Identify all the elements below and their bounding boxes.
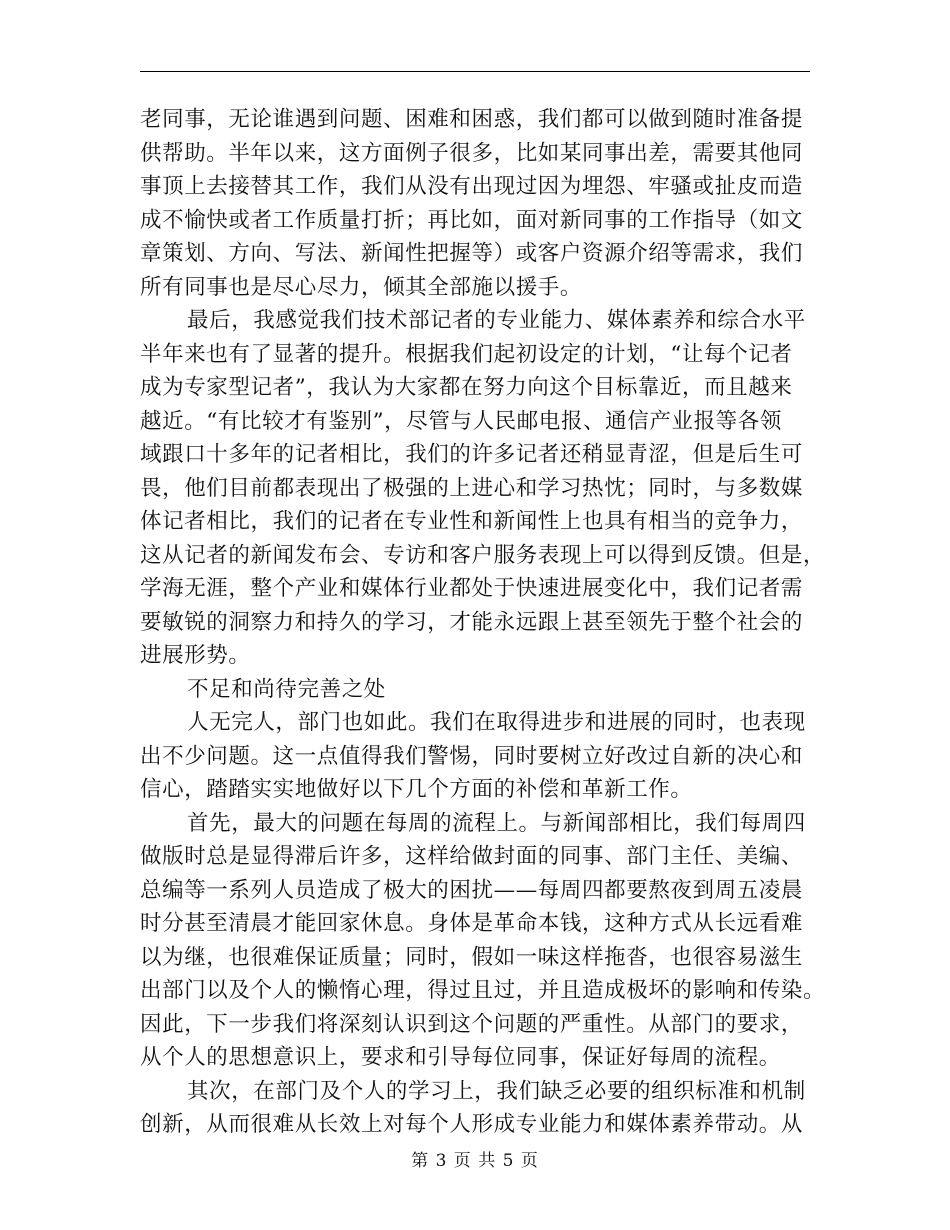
text-line: 出不少问题。这一点值得我们警惕，同时要树立好改过自新的决心和 — [140, 743, 804, 769]
text-line: 体记者相比，我们的记者在专业性和新闻性上也具有相当的竞争力， — [140, 509, 804, 534]
text-line: 以为继，也很难保证质量；同时，假如一味这样拖沓，也很容易滋生 — [140, 944, 804, 970]
text-line: 从个人的思想意识上，要求和引导每位同事，保证好每周的流程。 — [140, 1045, 781, 1070]
page-footer: 第 3 页 共 5 页 — [411, 1151, 539, 1171]
text-line: 首先，最大的问题在每周的流程上。与新闻部相比，我们每周四 — [187, 810, 806, 836]
text-line: 章策划、方向、写法、新闻性把握等）或客户资源介绍等需求，我们 — [140, 241, 804, 266]
text-line: 半年来也有了显著的提升。根据我们起初设定的计划，“让每个记者 — [140, 341, 793, 367]
text-line: 成为专家型记者”，我认为大家都在努力向这个目标靠近，而且越来 — [140, 375, 793, 400]
text-line: 因此，下一步我们将深刻认识到这个问题的严重性。从部门的要求， — [140, 1011, 804, 1037]
text-line: 信心，踏踏实实地做好以下几个方面的补偿和革新工作。 — [140, 777, 693, 802]
text-line: 出部门以及个人的懒惰心理，得过且过，并且造成极坏的影响和传染。 — [140, 978, 826, 1003]
text-line: 供帮助。半年以来，这方面例子很多，比如某同事出差，需要其他同 — [140, 140, 804, 166]
text-line: 做版时总是显得滞后许多，这样给做封面的同事、部门主任、美编、 — [140, 844, 804, 869]
text-line: 人无完人，部门也如此。我们在取得进步和进展的同时，也表现 — [187, 710, 806, 735]
text-line: 创新，从而很难从长效上对每个人形成专业能力和媒体素养带动。从 — [140, 1112, 804, 1137]
text-line: 这从记者的新闻发布会、专访和客户服务表现上可以得到反馈。但是， — [140, 542, 826, 568]
text-line: 最后，我感觉我们技术部记者的专业能力、媒体素养和综合水平 — [187, 308, 806, 333]
document-body — [140, 103, 826, 1142]
text-line: 老同事，无论谁遇到问题、困难和困惑，我们都可以做到随时准备提 — [140, 107, 804, 132]
text-line: 成不愉快或者工作质量打折；再比如，面对新同事的工作指导（如文 — [140, 207, 804, 233]
text-line: 其次，在部门及个人的学习上，我们缺乏必要的组织标准和机制 — [187, 1078, 806, 1104]
text-line: 所有同事也是尽心尽力，倾其全部施以援手。 — [140, 274, 583, 300]
text-line: 不足和尚待完善之处 — [187, 676, 386, 702]
text-line: 畏，他们目前都表现出了极强的上进心和学习热忱；同时，与多数媒 — [140, 475, 804, 501]
header-rule — [140, 71, 810, 72]
text-line: 越近。“有比较才有鉴别”，尽管与人民邮电报、通信产业报等各领 — [140, 408, 782, 434]
text-line: 学海无涯，整个产业和媒体行业都处于快速进展变化中，我们记者需 — [140, 576, 804, 601]
text-line: 总编等一系列人员造成了极大的困扰——每周四都要熬夜到周五凌晨 — [140, 877, 804, 903]
text-line: 事顶上去接替其工作，我们从没有出现过因为埋怨、牢骚或扯皮而造 — [140, 174, 804, 199]
text-line: 域跟口十多年的记者相比，我们的许多记者还稍显青涩，但是后生可 — [140, 442, 804, 467]
text-line: 时分甚至清晨才能回家休息。身体是革命本钱，这种方式从长远看难 — [140, 911, 804, 936]
text-line: 要敏锐的洞察力和持久的学习，才能永远跟上甚至领先于整个社会的 — [140, 609, 804, 635]
text-line: 进展形势。 — [140, 643, 251, 668]
